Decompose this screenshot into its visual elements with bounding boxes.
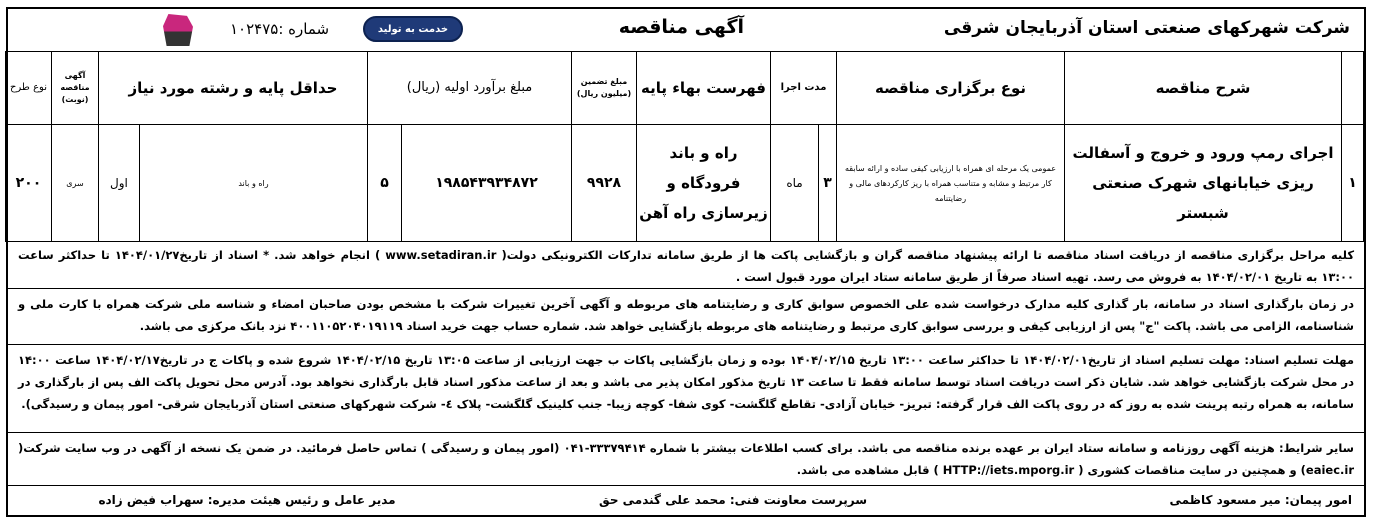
row-estimate: ۱۹۸۵۴۳۹۳۴۸۷۲ (402, 125, 572, 242)
paragraph-deadline-text: مهلت تسلیم اسناد: مهلت تسلیم اسناد از تاریخ۱۴۰۴/۰۲/۰۱ تا حداکثر ساعت ۱۳:۰۰ تاریخ ۱۴۰۴/۰۲/۱۵ بوده و زمان بازگشایی پاکات ب جهت ارزیابی از ساعت ۱۳:۰۵ تاریخ ۱۴۰۴/۰۲/۱۵ شروع شده و پاکات ج در تاریخ۱۴۰۴/۰۲/۱۷ ساعت ۱۴:۰۰ در محل شرکت بازگشایی خواهد شد. شایان ذکر است دریافت اسناد توسط سامانه فقط تا ساعت ۱۳ تاریخ مذکور امکان پذیر می باشد و بعد از ساعت مذکور اسناد قابل بارگذاری نخواهد بود. آدرس محل تحویل پاکت الف پس از بارگذاری در سامانه، به همراه رتبه پرینت شده به روز که در روی پاکت الف قرار گرفته: تبریز- خیابان آزادی- تقاطع گلگشت- کوی شفا- کوچه زیبا- جنب کلینیک گلگشت- پلاک ٤- شرکت شهرکهای صنعتی استان آذربایجان شرقی- امور پیمان و رسیدگی). (18, 353, 1354, 411)
table-row (5, 125, 1363, 242)
seal-text: خدمت به تولید (377, 23, 449, 35)
header-row-no (1342, 52, 1364, 125)
signature-technical: سرپرست معاونت فنی: محمد علی گندمی حق (599, 492, 868, 507)
tender-table (5, 51, 1364, 242)
notice-title: آگهی مناقصه (618, 16, 744, 38)
row-grade-field: راه و باند (139, 125, 367, 242)
table-header-row (5, 52, 1363, 125)
header-estimate: مبلغ برآورد اولیه (ریال) (367, 52, 571, 125)
header-project-type: نوع طرح (5, 52, 51, 125)
signature-ceo: مدیر عامل و رئیس هیئت مدیره: سهراب فیض زاده (98, 492, 396, 507)
province-logo-icon (163, 14, 193, 46)
row-list-code: ۲۰۰ (5, 125, 51, 242)
header-ad-round: آگهی مناقصه (نوبت) (51, 52, 98, 125)
notice-frame (6, 7, 1366, 517)
header-grade: حداقل پایه و رشته مورد نیاز (98, 52, 367, 125)
paragraph-conditions (8, 433, 1364, 486)
signatures (8, 484, 1364, 515)
notice-header (8, 9, 1364, 52)
signature-contracts: امور پیمان: میر مسعود کاظمی (1169, 492, 1352, 507)
seal-icon (363, 16, 463, 42)
row-duration-number: ۳ (819, 125, 837, 242)
header-guarantee: مبلغ تضمین (میلیون ریال) (572, 52, 637, 125)
row-duration-unit: ماه (771, 125, 819, 242)
row-project-type: سری (51, 125, 98, 242)
paragraph-sales (8, 240, 1364, 289)
paragraph-conditions-text: سایر شرایط: هزینه آگهی روزنامه و سامانه ستاد ایران بر عهده برنده مناقصه می باشد. برای کسب اطلاعات بیشتر با شماره ۳۳۳۷۹۴۱۴-۰۴۱ (امور پیمان و رسیدگی ) تماس حاصل فرمائید. در ضمن یک نسخه از آگهی در وب سایت شرکت( eaiec.ir) و همچنین در سایت مناقصات کشوری ( HTTP://iets.mporg.ir ) قابل مشاهده می باشد. (18, 441, 1354, 477)
row-number: ۱ (1342, 125, 1364, 242)
company-name: شرکت شهرکهای صنعتی استان آذربایجان شرقی (943, 18, 1350, 38)
row-guarantee: ۹۹۲۸ (572, 125, 637, 242)
notice-number (230, 20, 329, 38)
row-grade-number: ۵ (367, 125, 401, 242)
row-price-list: راه و باند فرودگاه و زیرسازی راه آهن (637, 125, 771, 242)
row-desc: اجرای رمپ ورود و خروج و آسفالت ریزی خیابانهای شهرک صنعتی شبستر (1065, 125, 1342, 242)
header-duration: مدت اجرا (771, 52, 837, 125)
notice-number-label: شماره : (278, 20, 330, 38)
paragraph-upload-text: در زمان بارگذاری اسناد در سامانه، بار گذاری کلیه مدارک درخواست شده علی الخصوص سوابق کاری و رضایتنامه های مربوطه و آگهی آخرین تغییرات شرکت با مشخص بودن صاحبان امضاء و شناسه ملی شرکت همراه با کارت ملی و شناسنامه، الزامی می باشد. پاکت "ج" پس از ارزیابی کیفی و بررسی سوابق کاری مرتبط و رضایتنامه های مربوطه بازگشایی خواهد شد. شماره حساب جهت خرید اسناد ۴۰۰۱۱۰۵۲۰۴۰۱۹۱۱۹ نزد بانک مرکزی می باشد. (18, 297, 1354, 333)
header-desc: شرح مناقصه (1065, 52, 1342, 125)
row-ad-round: اول (98, 125, 139, 242)
paragraph-sales-text: کلیه مراحل برگزاری مناقصه از دریافت اسناد مناقصه تا ارائه پیشنهاد مناقصه گران و بازگشایی پاکت ها از طریق سامانه تدارکات الکترونیکی دولت( www.setadiran.ir ) انجام خواهد شد. * اسناد از تاریخ۱۴۰۴/۰۱/۲۷ تا حداکثر ساعت ۱۳:۰۰ به تاریخ ۱۴۰۴/۰۲/۰۱ به فروش می رسد. تهیه اسناد صرفاً از طریق سامانه ستاد ایران مورد قبول است . (18, 248, 1355, 284)
header-price-list: فهرست بهاء پایه (637, 52, 771, 125)
row-type: عمومی یک مرحله ای همراه با ارزیابی کیفی ساده و ارائه سابقه کار مرتبط و مشابه و متناسب همراه با ریز کارکردهای مالی و رضایتنامه (837, 125, 1065, 242)
header-type: نوع برگزاری مناقصه (837, 52, 1065, 125)
notice-number-value: ۱۰۲۴۷۵ (230, 20, 279, 38)
paragraph-deadline (8, 345, 1364, 433)
paragraph-upload (8, 289, 1364, 345)
